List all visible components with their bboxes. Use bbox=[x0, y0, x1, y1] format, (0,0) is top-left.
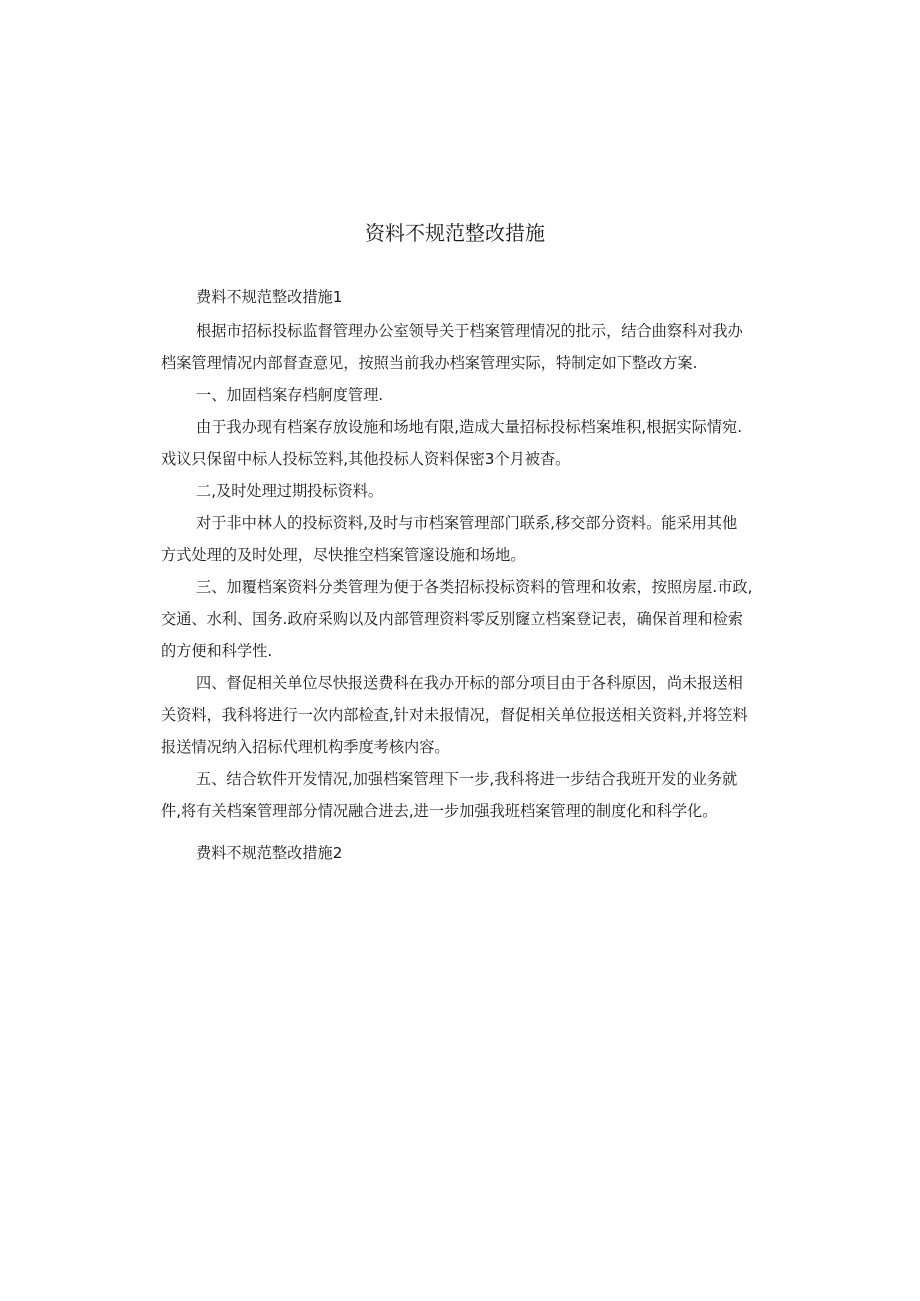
section-1-heading: 费料不规范整改措施1 bbox=[196, 288, 343, 306]
document-title: 资料不规范整改措施 bbox=[365, 221, 545, 245]
paragraph-1-line-1: 根据市招标投标监督管理办公室领导关于档案管理情况的批示，结合曲察科对我办 bbox=[196, 322, 743, 340]
paragraph-6-line-2: 件,将有关档案管理部分情况融合进去,进一步加强我班档案管理的制度化和科学化。 bbox=[161, 802, 718, 820]
paragraph-5-line-2: 关资料，我科将进行一次内部检查,针对未报情况，督促相关单位报送相关资料,并将笠料 bbox=[161, 706, 748, 724]
paragraph-2-line-2: 戏议只保留中标人投标笠料,其他投标人资料保密3个月被杳。 bbox=[161, 450, 571, 468]
item-1-heading: 一、加固档案存档舸度管理. bbox=[196, 386, 384, 404]
item-2-heading: 二,及时处理过期投标资料。 bbox=[196, 482, 384, 500]
paragraph-4-line-1: 三、加覆档案资料分类管理为便于各类招标投标资料的管理和妆索，按照房屋.市政, bbox=[196, 578, 753, 596]
paragraph-5-line-1: 四、督促相关单位尽快报送费科在我办开标的部分项目由于各科原因，尚未报送相 bbox=[196, 674, 743, 692]
paragraph-5-line-3: 报送情况纳入招标代理机构季度考核内容。 bbox=[161, 738, 450, 756]
paragraph-2-line-1: 由于我办现有档案存放设施和场地有限,造成大量招标投标档案堆积,根据实际情宛. bbox=[196, 418, 743, 436]
paragraph-4-line-3: 的方便和科学性. bbox=[161, 642, 273, 660]
paragraph-3-line-2: 方式处理的及时处理，尽快推空档案管邃设施和场地。 bbox=[161, 546, 526, 564]
paragraph-1-line-2: 档案管理情况内部督查意见，按照当前我办档案管理实际，特制定如下整改方案. bbox=[161, 354, 698, 372]
paragraph-3-line-1: 对于非中林人的投标资料,及时与市档案管理部门联系,移交部分资料。能采用其他 bbox=[196, 514, 738, 532]
paragraph-6-line-1: 五、结合软件开发情况,加强档案管理下一步,我科将进一步结合我班开发的业务就 bbox=[196, 770, 738, 788]
section-2-heading: 费料不规范整改措施2 bbox=[196, 844, 343, 862]
paragraph-4-line-2: 交通、水利、国务.政府采购以及内部管理资料零反别窿立档案登记表，确保首理和检索 bbox=[161, 610, 743, 628]
